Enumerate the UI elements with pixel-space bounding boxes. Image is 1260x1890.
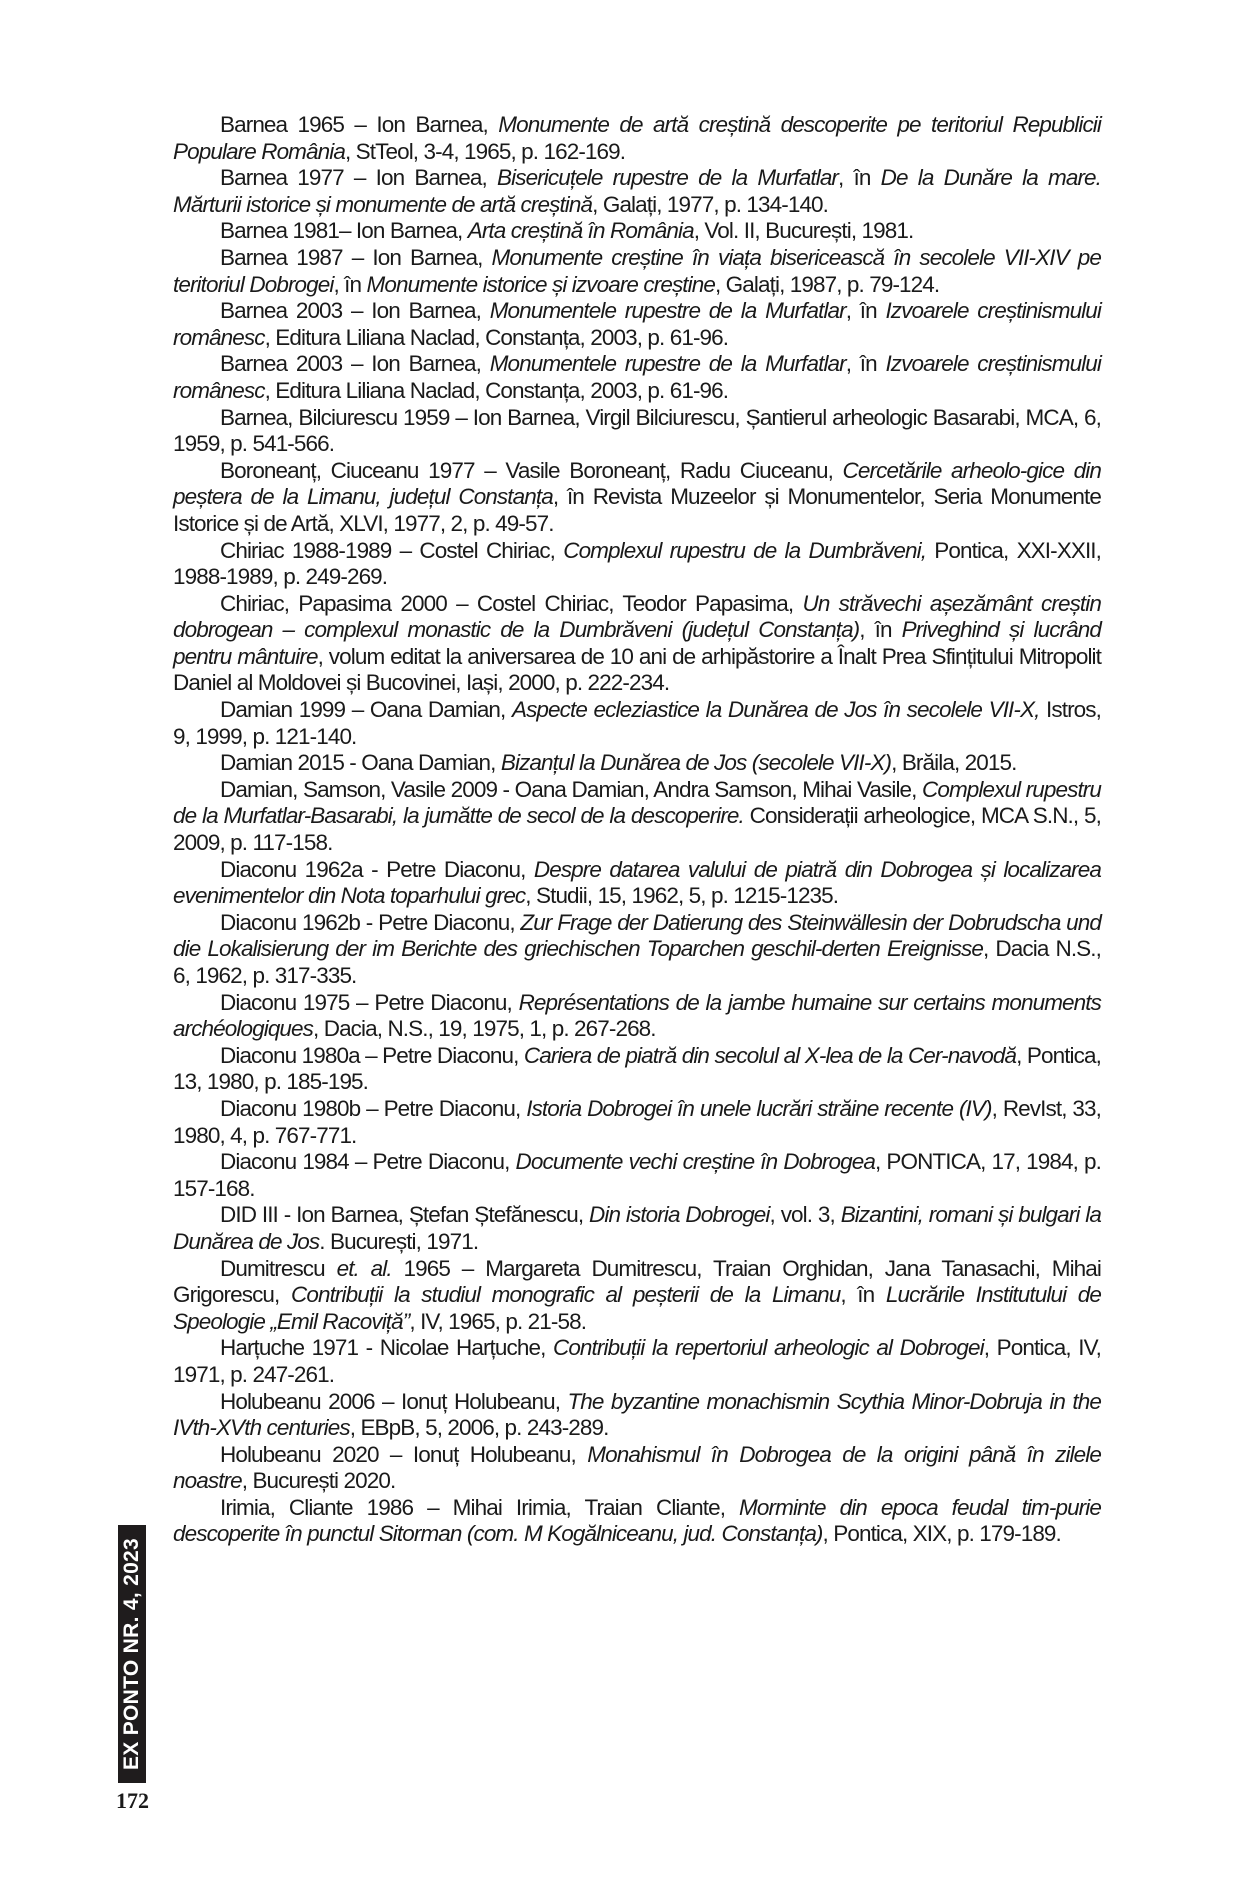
entry-text: , Galați, 1987, p. 79-124. — [714, 271, 940, 297]
bibliography-entry — [173, 697, 1101, 750]
journal-side-banner — [118, 1525, 146, 1783]
entry-text: , în — [859, 617, 902, 643]
entry-text: Irimia, Cliante 1986 – Mihai Irimia, Traian Cliante, — [220, 1494, 740, 1520]
entry-title-italic: Aspecte ecleziastice la Dunărea de Jos în secolele VII-X, — [511, 697, 1040, 723]
entry-text: Chiriac 1988-1989 – Costel Chiriac, — [220, 537, 564, 563]
entry-text: , Brăila, 2015. — [891, 750, 1017, 776]
entry-title-italic: Cariera de piatră din secolul al X-lea de la Cer-navodă — [523, 1042, 1017, 1068]
bibliography-entry — [173, 218, 1101, 245]
bibliography-entry — [173, 165, 1101, 218]
entry-title-italic: Complexul rupestru de la Dumbrăveni, — [563, 537, 927, 563]
entry-text: , Pontica, 13, 1980, p. 185-195. — [173, 1042, 1101, 1095]
entry-title-italic: Monumentele rupestre de la Murfatlar — [489, 351, 846, 377]
entry-text: , Editura Liliana Naclad, Constanța, 2003, p. 61-96. — [264, 324, 729, 350]
bibliography-entry — [173, 538, 1101, 591]
entry-title-italic: Din istoria Dobrogei — [589, 1202, 770, 1228]
bibliography-entry — [173, 298, 1101, 351]
bibliography-entry — [173, 1256, 1101, 1336]
bibliography-entry — [173, 351, 1101, 404]
entry-text: Damian, Samson, Vasile 2009 - Oana Damian, Andra Samson, Mihai Vasile, — [220, 776, 922, 802]
entry-text: , Pontica, XIX, p. 179-189. — [822, 1521, 1061, 1547]
entry-text: Dumitrescu — [220, 1255, 337, 1281]
bibliography-entry — [173, 857, 1101, 910]
entry-text: Barnea 2003 – Ion Barnea, — [220, 298, 490, 324]
entry-text: , volum editat la aniversarea de 10 ani de arhipăstorire a Înalt Prea Sfințitului Mitropolit Daniel al Moldovei și Bucovinei, Iași, 2000, p. 222-234. — [173, 643, 1101, 696]
entry-title-italic: Un străvechi așezământ creștin dobrogean – complexul monastic de la Dumbrăveni (județul Constanța) — [173, 590, 1101, 643]
entry-title-italic: Izvoarele creștinismului românesc — [173, 298, 1101, 350]
entry-title-italic: Bizanțul la Dunărea de Jos (secolele VII-X) — [500, 750, 892, 776]
entry-text: Diaconu 1980b – Petre Diaconu, — [220, 1095, 527, 1121]
entry-text: , București 2020. — [241, 1468, 396, 1494]
entry-title-italic: Izvoarele creștinismului românesc — [173, 351, 1101, 403]
entry-text: Boroneanț, Ciuceanu 1977 – Vasile Boroneanț, Radu Ciuceanu, — [220, 457, 843, 483]
entry-title-italic: Monumente istorice și izvoare creștine — [366, 271, 715, 297]
entry-text: , PONTICA, 17, 1984, p. 157-168. — [173, 1149, 1101, 1201]
entry-text: , Studii, 15, 1962, 5, p. 1215-1235. — [525, 883, 839, 909]
entry-text: Barnea 2003 – Ion Barnea, — [220, 351, 490, 377]
entry-title-italic: Istoria Dobrogei în unele lucrări străine recente (IV) — [526, 1095, 992, 1121]
bibliography-entry — [173, 112, 1101, 165]
entry-text: Barnea 1977 – Ion Barnea, — [220, 165, 498, 191]
entry-title-italic: Monumente de artă creștină descoperite pe teritoriul Republicii Populare România — [173, 112, 1101, 164]
entry-text: Barnea 1987 – Ion Barnea, — [220, 244, 492, 270]
entry-title-italic: Représentations de la jambe humaine sur certains monuments archéologiques — [173, 989, 1101, 1042]
entry-text: , în — [838, 165, 881, 191]
bibliography-entry — [173, 1043, 1101, 1096]
entry-text: , în Revista Muzeelor și Monumentelor, Seria Monumente Istorice și de Artă, XLVI, 1977, 2, p. 49-57. — [173, 484, 1101, 536]
entry-text: , Vol. II, București, 1981. — [693, 218, 914, 244]
entry-text: Chiriac, Papasima 2000 – Costel Chiriac, Teodor Papasima, — [220, 590, 803, 616]
entry-title-italic: Lucrările Institutului de Speologie „Emil Racoviță” — [173, 1282, 1101, 1334]
journal-label: EX PONTO NR. 4, 2023 — [120, 1537, 143, 1771]
entry-text: Diaconu 1962b - Petre Diaconu, — [220, 909, 521, 935]
entry-text: , RevIst, 33, 1980, 4, p. 767-771. — [173, 1095, 1102, 1148]
entry-text: , Pontica, IV, 1971, p. 247-261. — [173, 1335, 1101, 1387]
entry-text: Holubeanu 2006 – Ionuț Holubeanu, — [220, 1388, 568, 1414]
bibliography-entry — [173, 990, 1101, 1043]
bibliography-entry — [173, 777, 1101, 857]
bibliography-entry — [173, 245, 1101, 298]
entry-text: , în — [840, 1282, 886, 1308]
entry-text: Diaconu 1962a - Petre Diaconu, — [220, 856, 534, 882]
bibliography-entry — [173, 1389, 1101, 1442]
bibliography-entry — [173, 1335, 1101, 1388]
bibliography-entry — [173, 750, 1101, 777]
bibliography-entry — [173, 405, 1101, 458]
entry-title-italic: Monahismul în Dobrogea de la origini până în zilele noastre — [173, 1441, 1101, 1494]
entry-text: Harțuche 1971 - Nicolae Harțuche, — [220, 1335, 553, 1361]
bibliography-entry — [173, 591, 1101, 697]
entry-title-italic: Zur Frage der Datierung des Steinwällesin der Dobrudscha und die Lokalisierung der im Berichte des griechischen Toparchen geschil-derten Ereignisse — [173, 909, 1101, 962]
entry-text: Barnea 1965 – Ion Barnea, — [220, 112, 499, 137]
entry-text: , EBpB, 5, 2006, p. 243-289. — [349, 1415, 609, 1441]
entry-text: Diaconu 1980a – Petre Diaconu, — [220, 1042, 524, 1068]
entry-text: Barnea 1981– Ion Barnea, — [220, 218, 468, 244]
entry-text: 1965 – Margareta Dumitrescu, Traian Orghidan, Jana Tanasachi, Mihai Grigorescu, — [173, 1255, 1102, 1308]
entry-title-italic: Documente vechi creștine în Dobrogea — [515, 1149, 875, 1175]
entry-text: Damian 1999 – Oana Damian, — [220, 697, 512, 723]
entry-text: , Galați, 1977, p. 134-140. — [592, 191, 829, 217]
bibliography-entry — [173, 1149, 1101, 1202]
entry-title-italic: Despre datarea valului de piatră din Dobrogea și localizarea evenimentelor din Nota toparhului grec — [173, 856, 1101, 909]
entry-text: , vol. 3, — [769, 1202, 841, 1228]
entry-title-italic: Complexul rupestru de la Murfatlar-Basarabi, la jumătte de secol de la descoperire. — [173, 776, 1102, 829]
entry-title-italic: et. al. — [336, 1255, 392, 1281]
entry-text: Pontica, XXI-XXII, 1988-1989, p. 249-269. — [173, 537, 1101, 590]
entry-text: . București, 1971. — [319, 1228, 479, 1254]
entry-title-italic: Cercetările arheolo-gice din peștera de la Limanu, județul Constanța — [173, 457, 1101, 510]
entry-text: Barnea, Bilciurescu 1959 – Ion Barnea, Virgil Bilciurescu, Șantierul arheologic Basarabi, MCA, 6, 1959, p. 541-566. — [173, 404, 1101, 457]
bibliography-entry — [173, 1495, 1101, 1548]
entry-title-italic: Monumentele rupestre de la Murfatlar — [489, 298, 846, 324]
entry-text: , în — [333, 271, 367, 297]
entry-text: , în — [845, 351, 886, 377]
entry-text: Considerații arheologice, MCA S.N., 5, 2009, p. 117-158. — [173, 803, 1101, 856]
entry-text: , în — [845, 298, 886, 324]
bibliography-entry — [173, 910, 1101, 990]
entry-title-italic: De la Dunăre la mare. Mărturii istorice și monumente de artă creștină — [173, 165, 1101, 217]
entry-title-italic: Bisericuțele rupestre de la Murfatlar — [497, 165, 839, 191]
bibliography-entry — [173, 1096, 1101, 1149]
entry-text: , Dacia, N.S., 19, 1975, 1, p. 267-268. — [313, 1016, 656, 1042]
entry-title-italic: Monumente creștine în viața bisericească în secolele VII-XIV pe teritoriul Dobrogei — [173, 244, 1101, 297]
entry-text: DID III - Ion Barnea, Ștefan Ștefănescu, — [220, 1202, 590, 1228]
bibliography-entry — [173, 458, 1101, 538]
entry-text: Damian 2015 - Oana Damian, — [220, 750, 501, 776]
entry-text: , IV, 1965, p. 21-58. — [409, 1308, 587, 1334]
entry-text: , Editura Liliana Naclad, Constanța, 2003, p. 61-96. — [264, 377, 729, 403]
entry-text: Diaconu 1984 – Petre Diaconu, — [220, 1149, 516, 1175]
entry-title-italic: Contribuții la studiul monografic al peșterii de la Limanu — [291, 1282, 841, 1308]
page-number: 172 — [116, 1788, 149, 1813]
entry-text: Diaconu 1975 – Petre Diaconu, — [220, 989, 519, 1015]
entry-text: , StTeol, 3-4, 1965, p. 162-169. — [344, 138, 626, 164]
entry-text: Holubeanu 2020 – Ionuț Holubeanu, — [220, 1441, 588, 1467]
bibliography-entry — [173, 1202, 1101, 1255]
entry-title-italic: The byzantine monachismin Scythia Minor-Dobruja in the IVth-XVth centuries — [173, 1388, 1102, 1441]
entry-text: , Dacia N.S., 6, 1962, p. 317-335. — [173, 936, 1101, 988]
bibliography-entry — [173, 1442, 1101, 1495]
entry-title-italic: Morminte din epoca feudal tim-purie descoperite în punctul Sitorman (com. M Kogălniceanu, jud. Constanța) — [173, 1494, 1101, 1547]
entry-title-italic: Bizantini, romani și bulgari la Dunărea de Jos — [173, 1202, 1101, 1254]
entry-title-italic: Priveghind și lucrând pentru mântuire — [173, 617, 1101, 669]
entry-text: Istros, 9, 1999, p. 121-140. — [173, 697, 1101, 749]
entry-title-italic: Contribuții la repertoriul arheologic al Dobrogei — [552, 1335, 984, 1361]
entry-title-italic: Arta creștină în România — [467, 218, 694, 244]
bibliography-list — [173, 112, 1101, 1548]
